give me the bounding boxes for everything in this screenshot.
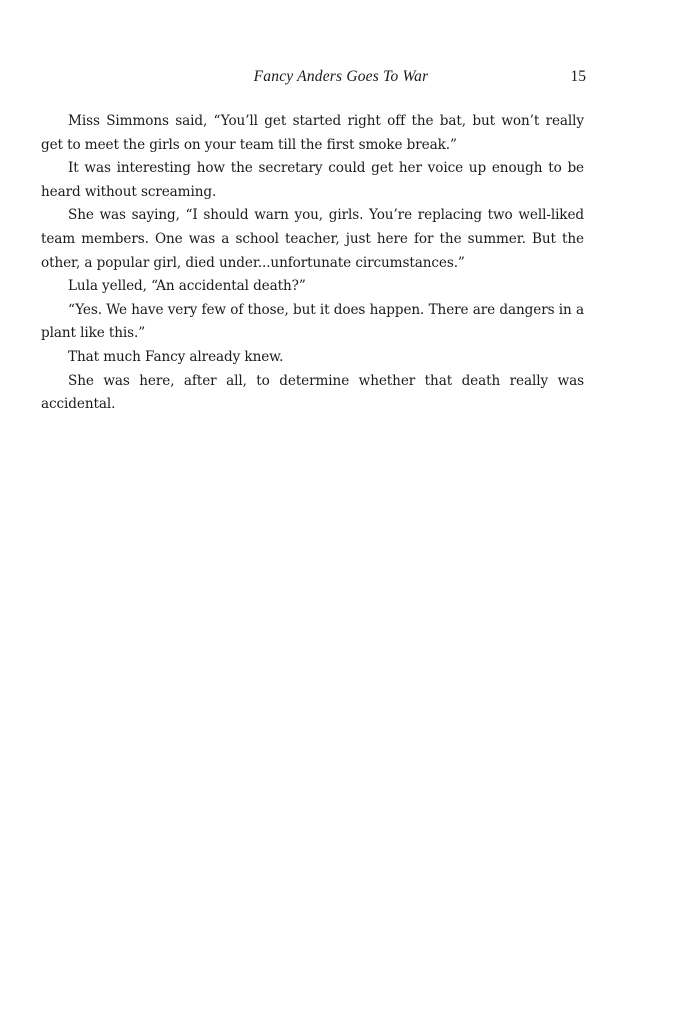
paragraph: She was saying, “I should warn you, girls. You’re replacing two well-liked team members. One was a school teacher, just here for the summer. But the other, a popular girl, died under...unfortunate circumstances.” (41, 207, 584, 271)
running-title: Fancy Anders Goes To War (253, 68, 429, 85)
paragraph: It was interesting how the secretary could get her voice up enough to be heard without screaming. (41, 160, 584, 200)
paragraph: Lula yelled, “An accidental death?” (68, 278, 306, 295)
running-header (96, 65, 586, 89)
paragraph: That much Fancy already knew. (68, 348, 284, 365)
paragraph: Miss Simmons said, “You’ll get started right off the bat, but won’t really get to meet the girls on your team till the first smoke break.” (41, 113, 584, 153)
page-number: 15 (570, 68, 586, 85)
paragraph: “Yes. We have very few of those, but it does happen. There are dangers in a plant like this.” (41, 301, 584, 342)
body-text (41, 110, 584, 417)
paragraph: She was here, after all, to determine whether that death really was accidental. (41, 372, 584, 413)
